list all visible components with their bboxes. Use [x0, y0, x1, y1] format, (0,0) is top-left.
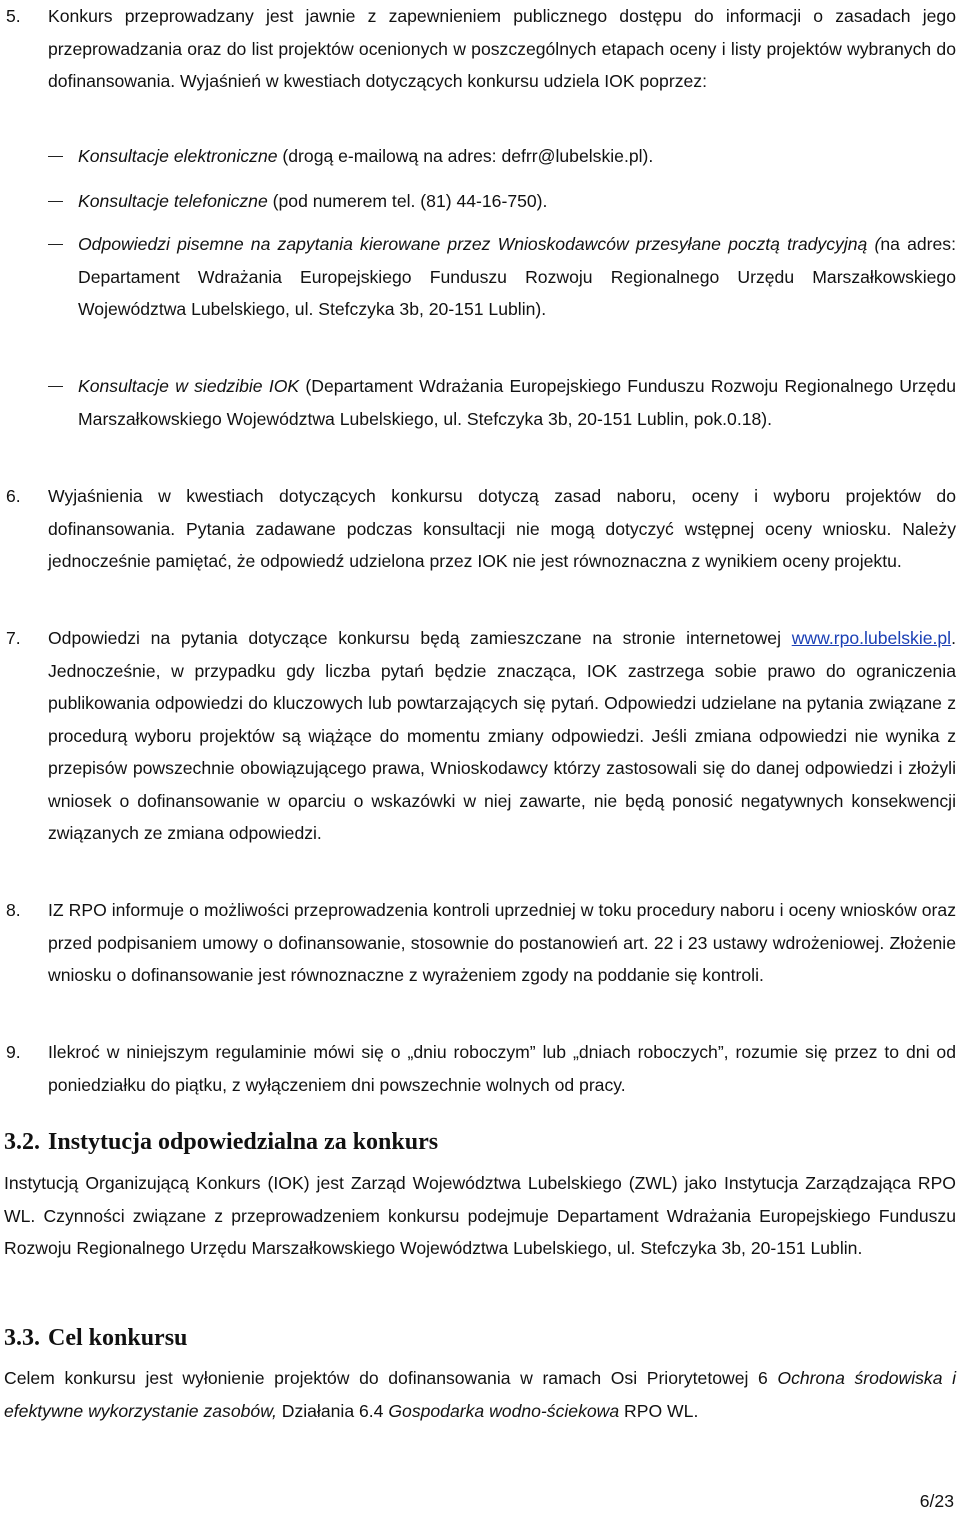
- bullet-lead: Konsultacje elektroniczne: [78, 146, 278, 166]
- section-heading: [4, 1127, 438, 1157]
- bullet-item: [48, 228, 956, 326]
- page-number: 6/23: [919, 1491, 954, 1511]
- bullet-item: [48, 140, 956, 173]
- website-link[interactable]: www.rpo.lubelskie.pl: [791, 628, 952, 648]
- item-number: 7.: [6, 628, 21, 648]
- list-item-8: [6, 894, 956, 992]
- bullet-item: [48, 185, 956, 218]
- list-item-7: [6, 622, 956, 850]
- list-item-6: [6, 480, 956, 578]
- item-text: Wyjaśnienia w kwestiach dotyczących konkursu dotyczą zasad naboru, oceny i wyboru projektów do dofinansowania. Pytania zadawane podczas konsultacji nie mogą dotyczyć wstępnej oceny wniosku. Należy jednocześnie pamiętać, że odpowiedź udzielona przez IOK nie jest równoznaczna z wynikiem oceny projektu.: [48, 486, 956, 571]
- list-item-9: [6, 1036, 956, 1101]
- bullet-rest: (Departament Wdrażania Europejskiego Funduszu Rozwoju Regionalnego Urzędu Marszałkowskiego Województwa Lubelskiego, ul. Stefczyka 3b, 20-151 Lublin, pok.0.18).: [78, 376, 956, 429]
- item-text: Ilekroć w niniejszym regulaminie mówi się o „dniu roboczym” lub „dniach roboczych”, rozumie się przez to dni od poniedziałku do piątku, z wyłączeniem dni powszechnie wolnych od pracy.: [48, 1042, 956, 1095]
- section-title: Cel konkursu: [48, 1325, 188, 1351]
- item-number: 5.: [6, 6, 21, 26]
- section-paragraph: Instytucją Organizującą Konkurs (IOK) jest Zarząd Województwa Lubelskiego (ZWL) jako Instytucja Zarządzająca RPO WL. Czynności związane z przeprowadzeniem konkursu podejmuje Departament Wdrażania Europejskiego Funduszu Rozwoju Regionalnego Urzędu Marszałkowskiego Województwa Lubelskiego, ul. Stefczyka 3b, 20-151 Lublin.: [4, 1173, 956, 1258]
- item-text: Odpowiedzi na pytania dotyczące konkursu będą zamieszczane na stronie internetowej www.rpo.lubelskie.pl. Jednocześnie, w przypadku gdy liczba pytań będzie znacząca, IOK zastrzega sobie prawo do ograniczenia publikowania odpowiedzi do kluczowych lub powtarzających się pytań. Odpowiedzi udzielane na pytania związane z procedurą wyboru projektów są wiążące do momentu zmiany odpowiedzi. Jeśli zmiana odpowiedzi nie wynika z przepisów powszechnie obowiązującego prawa, Wnioskodawcy którzy zastosowali się do danej odpowiedzi i złożyli wniosek o dofinansowanie w oparciu o wskazówki w niej zawarte, nie będą ponosić negatywnych konsekwencji związanych ze zmiana odpowiedzi.: [48, 628, 956, 843]
- bullet-lead: Konsultacje telefoniczne: [78, 191, 268, 211]
- bullet-rest: (pod numerem tel. (81) 44-16-750).: [267, 191, 548, 211]
- bullet-rest: (drogą e-mailową na adres: defrr@lubelskie.pl).: [277, 146, 654, 166]
- bullet-lead: Konsultacje w siedzibie IOK: [78, 376, 300, 396]
- item-number: 6.: [6, 486, 21, 506]
- item-number: 9.: [6, 1042, 21, 1062]
- item-text: Konkurs przeprowadzany jest jawnie z zapewnieniem publicznego dostępu do informacji o zasadach jego przeprowadzania oraz do list projektów ocenionych w poszczególnych etapach oceny i listy projektów wybranych do dofinansowania. Wyjaśnień w kwestiach dotyczących konkursu udziela IOK poprzez:: [48, 6, 956, 91]
- item-number: 8.: [6, 900, 21, 920]
- dash-bullet-icon: [48, 156, 63, 157]
- bullet-lead: Odpowiedzi pisemne na zapytania kierowane przez Wnioskodawców przesyłane pocztą tradycyjną (: [78, 234, 881, 254]
- dash-bullet-icon: [48, 201, 63, 202]
- bullet-rest: na adres: Departament Wdrażania Europejskiego Funduszu Rozwoju Regionalnego Urzędu Marszałkowskiego Województwa Lubelskiego, ul. Stefczyka 3b, 20-151 Lublin).: [78, 234, 956, 319]
- section-heading: [4, 1323, 187, 1353]
- dash-bullet-icon: [48, 386, 63, 387]
- dash-bullet-icon: [48, 244, 63, 245]
- section-paragraph: Celem konkursu jest wyłonienie projektów do dofinansowania w ramach Osi Priorytetowej 6 Ochrona środowiska i efektywne wykorzystanie zasobów, Działania 6.4 Gospodarka wodno-ściekowa RPO WL.: [4, 1368, 956, 1421]
- item-text: IZ RPO informuje o możliwości przeprowadzenia kontroli uprzedniej w toku procedury naboru i oceny wniosków oraz przed podpisaniem umowy o dofinansowanie, stosownie do postanowień art. 22 i 23 ustawy wdrożeniowej. Złożenie wniosku o dofinansowanie jest równoznaczne z wyrażeniem zgody na poddanie się kontroli.: [48, 900, 956, 985]
- list-item-5: [6, 0, 956, 98]
- section-title: Instytucja odpowiedzialna za konkurs: [48, 1129, 439, 1155]
- section-number: 3.3.: [4, 1325, 40, 1351]
- bullet-item: [48, 370, 956, 435]
- section-number: 3.2.: [4, 1129, 40, 1155]
